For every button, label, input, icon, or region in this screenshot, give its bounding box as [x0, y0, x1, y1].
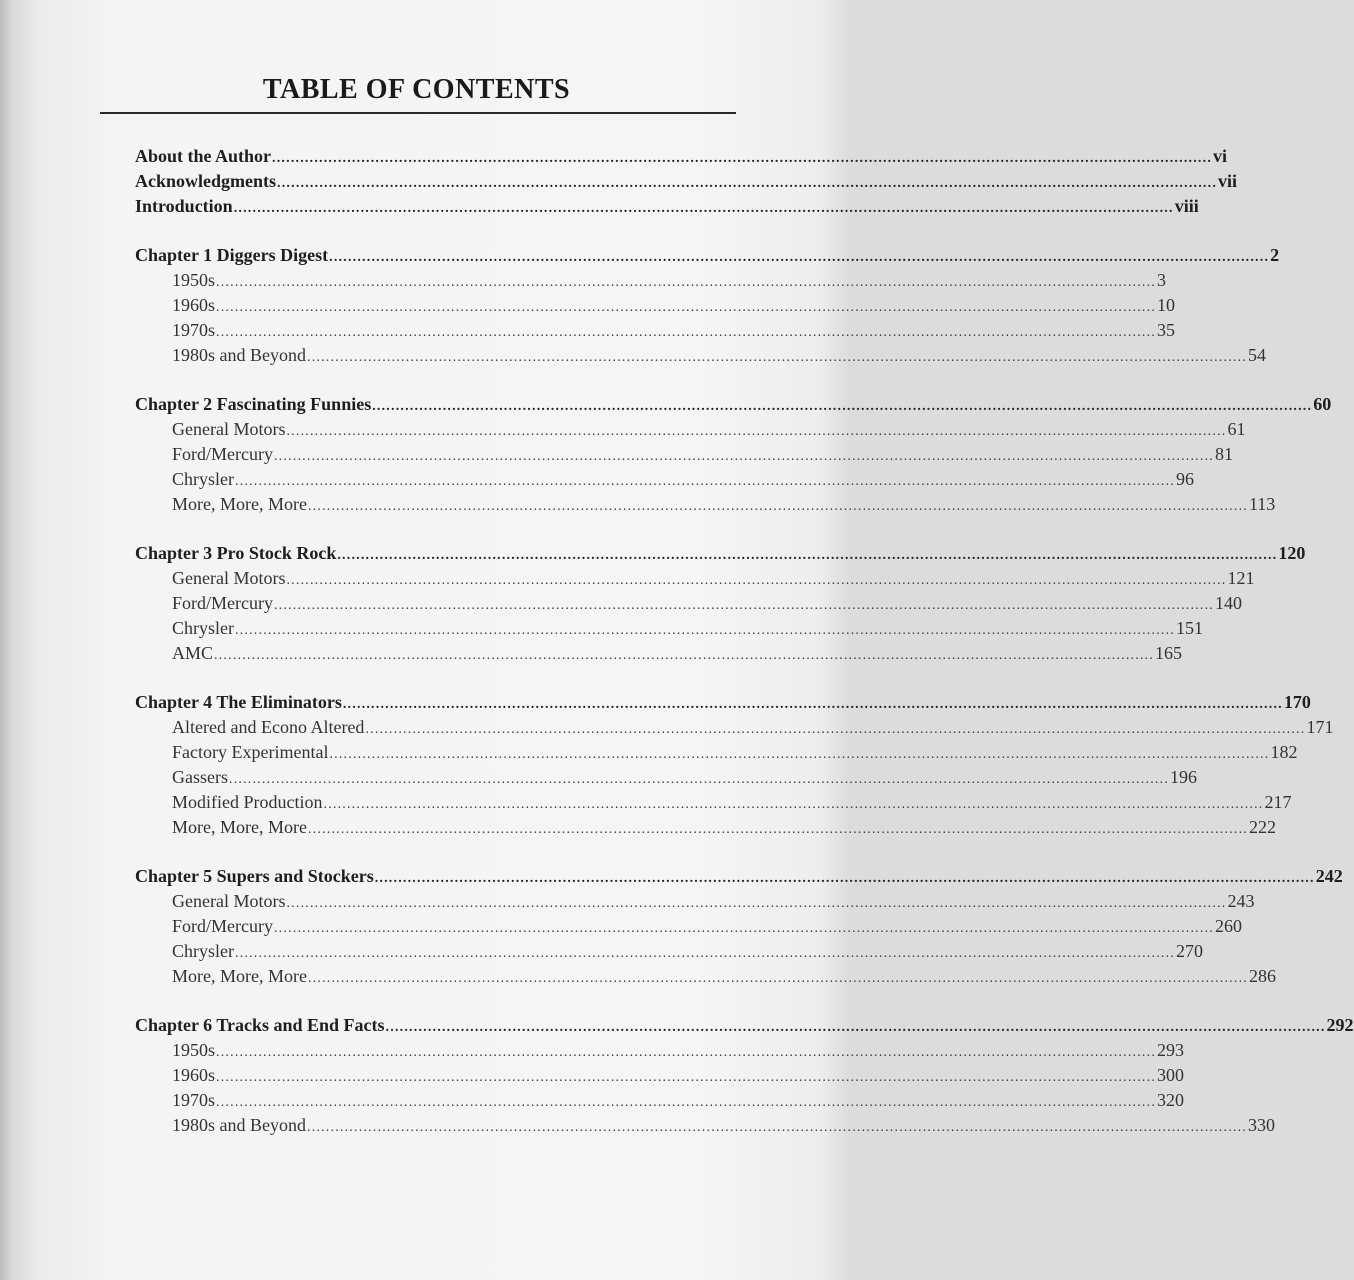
section-entry	[135, 790, 1292, 815]
entry-page-number: 60	[1313, 394, 1332, 414]
entry-label: 1980s and Beyond	[172, 1115, 306, 1135]
page-title-text: TABLE OF CONTENTS	[262, 74, 571, 105]
page-title	[0, 74, 849, 106]
dot-leader: ........................................................................................................................................................................................................	[307, 1120, 1247, 1135]
entry-page-number: 196	[1170, 767, 1197, 787]
entry-page-number: vi	[1213, 146, 1228, 166]
dot-leader: ........................................................................................................................................................................................................	[365, 722, 1306, 737]
entry-page-number: 113	[1248, 494, 1276, 514]
section-entry	[135, 964, 1276, 989]
dot-leader: ........................................................................................................................................................................................................	[277, 176, 1218, 191]
dot-leader: ........................................................................................................................................................................................................	[307, 499, 1248, 514]
chapter-entry	[135, 690, 1311, 715]
dot-leader: ........................................................................................................................................................................................................	[273, 921, 1214, 936]
front-matter-entry	[135, 144, 1228, 169]
entry-label: Chapter 3 Pro Stock Rock	[135, 543, 337, 563]
dot-leader: ........................................................................................................................................................................................................	[216, 325, 1157, 340]
entry-page-number: 10	[1157, 295, 1176, 315]
chapter-entry	[135, 541, 1306, 566]
dot-leader: ........................................................................................................................................................................................................	[272, 151, 1213, 166]
section-gap	[135, 840, 728, 864]
dot-leader: ........................................................................................................................................................................................................	[229, 772, 1169, 787]
entry-label: General Motors	[172, 891, 286, 911]
dot-leader: ........................................................................................................................................................................................................	[329, 250, 1270, 265]
section-entry	[135, 740, 1298, 765]
section-entry	[135, 765, 1197, 790]
entry-page-number: 260	[1214, 916, 1242, 936]
entry-page-number: 292	[1326, 1015, 1354, 1035]
section-entry	[135, 1088, 1185, 1113]
front-matter-entry	[135, 169, 1238, 194]
entry-page-number: 54	[1248, 345, 1266, 365]
chapter-entry	[135, 243, 1280, 268]
entry-label: Introduction	[135, 196, 233, 216]
entry-label: 1970s	[172, 320, 216, 340]
dot-leader: ........................................................................................................................................................................................................	[216, 1045, 1157, 1060]
entry-label: More, More, More	[172, 817, 307, 837]
entry-page-number: 170	[1283, 692, 1311, 712]
dot-leader: ........................................................................................................................................................................................................	[374, 871, 1315, 886]
entry-label: 1970s	[172, 1090, 216, 1110]
entry-page-number: 35	[1157, 320, 1176, 340]
entry-page-number: 3	[1157, 270, 1167, 290]
entry-page-number: viii	[1174, 196, 1199, 216]
dot-leader: ........................................................................................................................................................................................................	[286, 424, 1227, 439]
entry-page-number: 320	[1157, 1090, 1185, 1110]
entry-page-number: 286	[1248, 966, 1276, 986]
dot-leader: ........................................................................................................................................................................................................	[286, 896, 1227, 911]
entry-label: Chapter 5 Supers and Stockers	[135, 866, 374, 886]
dot-leader: ........................................................................................................................................................................................................	[216, 275, 1157, 290]
entry-page-number: vii	[1218, 171, 1238, 191]
table-of-contents	[135, 144, 1354, 1138]
entry-label: 1980s and Beyond	[172, 345, 306, 365]
dot-leader: ........................................................................................................................................................................................................	[307, 350, 1247, 365]
section-entry	[135, 268, 1167, 293]
entry-label: Chapter 1 Diggers Digest	[135, 245, 329, 265]
entry-label: Altered and Econo Altered	[172, 717, 365, 737]
dot-leader: ........................................................................................................................................................................................................	[307, 822, 1248, 837]
section-entry	[135, 492, 1276, 517]
chapter-entry	[135, 392, 1332, 417]
section-entry	[135, 889, 1255, 914]
dot-leader: ........................................................................................................................................................................................................	[216, 1070, 1157, 1085]
entry-page-number: 96	[1176, 469, 1194, 489]
section-entry	[135, 343, 1266, 368]
entry-label: Factory Experimental	[172, 742, 329, 762]
chapter-entry	[135, 1013, 1354, 1038]
entry-label: Chrysler	[172, 469, 234, 489]
title-rule	[100, 112, 736, 114]
entry-page-number: 217	[1264, 792, 1292, 812]
entry-label: 1960s	[172, 295, 216, 315]
dot-leader: ........................................................................................................................................................................................................	[233, 201, 1174, 216]
section-entry	[135, 467, 1194, 492]
section-entry	[135, 1038, 1185, 1063]
entry-page-number: 61	[1227, 419, 1246, 439]
entry-label: Acknowledgments	[135, 171, 277, 191]
entry-label: AMC	[172, 643, 214, 663]
entry-page-number: 270	[1176, 941, 1203, 961]
entry-label: Chapter 6 Tracks and End Facts	[135, 1015, 385, 1035]
entry-page-number: 165	[1155, 643, 1183, 663]
dot-leader: ........................................................................................................................................................................................................	[385, 1020, 1326, 1035]
entry-label: Ford/Mercury	[172, 916, 273, 936]
section-entry	[135, 318, 1176, 343]
entry-page-number: 81	[1214, 444, 1233, 464]
section-gap	[135, 368, 728, 392]
entry-label: Gassers	[172, 767, 228, 787]
section-entry	[135, 417, 1246, 442]
section-entry	[135, 815, 1276, 840]
dot-leader: ........................................................................................................................................................................................................	[286, 573, 1227, 588]
section-gap	[135, 666, 728, 690]
section-entry	[135, 641, 1183, 666]
section-entry	[135, 715, 1334, 740]
entry-page-number: 242	[1315, 866, 1343, 886]
entry-label: Ford/Mercury	[172, 444, 273, 464]
entry-page-number: 151	[1176, 618, 1203, 638]
entry-page-number: 182	[1270, 742, 1298, 762]
section-entry	[135, 442, 1233, 467]
dot-leader: ........................................................................................................................................................................................................	[235, 623, 1175, 638]
dot-leader: ........................................................................................................................................................................................................	[342, 697, 1283, 712]
dot-leader: ........................................................................................................................................................................................................	[214, 648, 1155, 663]
entry-label: 1950s	[172, 270, 216, 290]
entry-page-number: 330	[1248, 1115, 1275, 1135]
section-entry	[135, 293, 1176, 318]
entry-label: Chapter 2 Fascinating Funnies	[135, 394, 372, 414]
dot-leader: ........................................................................................................................................................................................................	[273, 449, 1214, 464]
section-entry	[135, 591, 1242, 616]
section-gap	[135, 989, 728, 1013]
dot-leader: ........................................................................................................................................................................................................	[235, 474, 1175, 489]
entry-label: Chrysler	[172, 941, 234, 961]
entry-page-number: 121	[1227, 568, 1255, 588]
section-entry	[135, 1113, 1275, 1138]
section-gap	[135, 219, 728, 243]
dot-leader: ........................................................................................................................................................................................................	[235, 946, 1175, 961]
dot-leader: ........................................................................................................................................................................................................	[273, 598, 1214, 613]
dot-leader: ........................................................................................................................................................................................................	[216, 300, 1157, 315]
entry-page-number: 293	[1157, 1040, 1185, 1060]
entry-label: Modified Production	[172, 792, 323, 812]
entry-page-number: 300	[1157, 1065, 1185, 1085]
entry-label: More, More, More	[172, 966, 307, 986]
front-matter-entry	[135, 194, 1199, 219]
dot-leader: ........................................................................................................................................................................................................	[216, 1095, 1157, 1110]
section-entry	[135, 1063, 1185, 1088]
dot-leader: ........................................................................................................................................................................................................	[337, 548, 1278, 563]
entry-label: 1950s	[172, 1040, 216, 1060]
entry-label: Chrysler	[172, 618, 234, 638]
entry-label: More, More, More	[172, 494, 307, 514]
entry-label: Ford/Mercury	[172, 593, 273, 613]
entry-label: General Motors	[172, 419, 286, 439]
dot-leader: ........................................................................................................................................................................................................	[323, 797, 1264, 812]
entry-page-number: 120	[1278, 543, 1306, 563]
section-entry	[135, 939, 1203, 964]
entry-page-number: 171	[1306, 717, 1334, 737]
section-entry	[135, 914, 1242, 939]
entry-page-number: 2	[1270, 245, 1280, 265]
entry-page-number: 243	[1227, 891, 1255, 911]
entry-label: 1960s	[172, 1065, 216, 1085]
section-entry	[135, 566, 1255, 591]
dot-leader: ........................................................................................................................................................................................................	[329, 747, 1270, 762]
dot-leader: ........................................................................................................................................................................................................	[307, 971, 1248, 986]
entry-label: Chapter 4 The Eliminators	[135, 692, 342, 712]
section-gap	[135, 517, 728, 541]
entry-page-number: 140	[1214, 593, 1242, 613]
entry-label: General Motors	[172, 568, 286, 588]
entry-label: About the Author	[135, 146, 272, 166]
entry-page-number: 222	[1248, 817, 1276, 837]
chapter-entry	[135, 864, 1343, 889]
section-entry	[135, 616, 1203, 641]
dot-leader: ........................................................................................................................................................................................................	[372, 399, 1313, 414]
